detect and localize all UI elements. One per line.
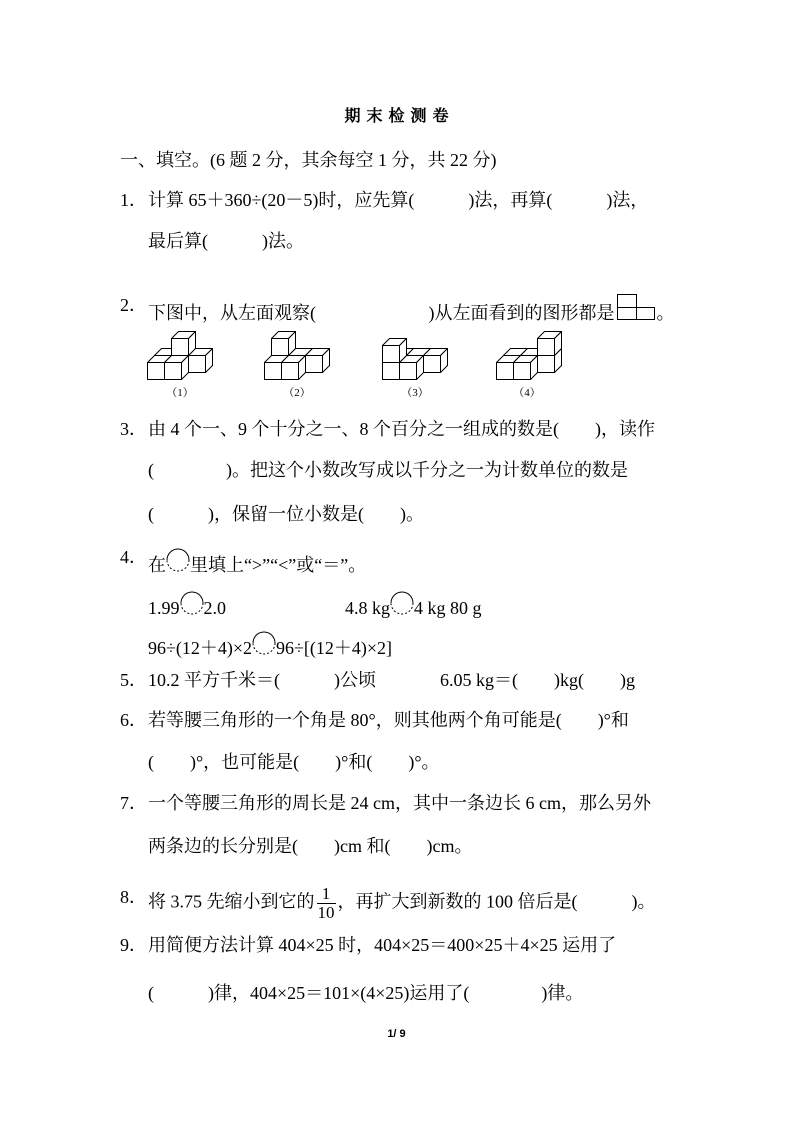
cube-front-face	[189, 356, 206, 373]
cube-figure-4	[494, 325, 566, 383]
compare-circle	[165, 545, 191, 573]
compare-b	[345, 588, 482, 620]
q2-line1	[148, 293, 675, 323]
circle-bottom-arc	[181, 603, 203, 614]
cube-front-face	[272, 339, 289, 356]
cube-front-face	[424, 356, 441, 373]
cube-front-face	[538, 356, 555, 373]
question-number: 6．	[120, 710, 147, 730]
cube-figure-2	[262, 325, 334, 383]
q4-line1-start: 在	[148, 555, 166, 575]
cube	[272, 332, 296, 356]
q4-line2	[148, 588, 482, 618]
q9-line2: ( )律，404×25＝101×(4×25)运用了( )律。	[148, 983, 584, 1003]
cube	[383, 339, 407, 363]
cube-figure-3	[380, 325, 452, 383]
q6-line1: 若等腰三角形的一个角是 80°，则其他两个角可能是( )°和	[148, 710, 629, 730]
circle-bottom-arc	[391, 603, 413, 614]
q7-line2: 两条边的长分别是( )cm 和( )cm。	[148, 836, 473, 856]
cube	[282, 356, 306, 380]
circle-top-arc	[167, 549, 189, 560]
figure-label-3: （3）	[401, 387, 429, 399]
cube-front-face	[514, 363, 531, 380]
section-heading: 一、填空。(6 题 2 分，其余每空 1 分，共 22 分)	[120, 150, 497, 170]
q2-line1-text: 下图中，从左面观察( )从左面看到的图形都是	[148, 303, 615, 323]
q4-line1	[148, 545, 367, 575]
circle-top-arc	[391, 592, 413, 603]
question-number: 7．	[120, 793, 147, 813]
q3-line1: 由 4 个一、9 个十分之一、8 个百分之一组成的数是( )，读作	[148, 419, 655, 439]
compare-b-right: 4 kg 80 g	[414, 598, 482, 618]
fraction-denominator: 10	[317, 903, 335, 922]
square	[617, 308, 636, 320]
q3-line2: ( )。把这个小数改写成以千分之一为计数单位的数是	[148, 460, 628, 480]
fraction	[317, 885, 336, 922]
cube	[306, 349, 330, 373]
compare-c-right: 96÷[(12＋4)×2]	[276, 638, 393, 658]
fraction-numerator: 1	[317, 885, 336, 904]
circle-top-arc	[253, 632, 275, 643]
question-number: 8．	[120, 887, 147, 907]
compare-circle	[389, 588, 415, 616]
q4-line3	[148, 628, 393, 658]
circle-bottom-arc	[253, 643, 275, 654]
q1-line1: 计算 65＋360÷(20－5)时，应先算( )法，再算( )法，	[148, 190, 649, 210]
compare-a-left: 1.99	[148, 598, 180, 618]
compare-b-left: 4.8 kg	[345, 598, 390, 618]
question-number: 9．	[120, 935, 147, 955]
cube-front-face	[265, 363, 282, 380]
compare-a-right: 2.0	[203, 598, 226, 618]
q8-text-before: 将 3.75 先缩小到它的	[148, 891, 315, 912]
cube	[514, 356, 538, 380]
cube-figure-1	[145, 325, 217, 383]
cube-front-face	[165, 363, 182, 380]
cube	[424, 349, 448, 373]
square	[636, 308, 654, 320]
cube-front-face	[538, 339, 555, 356]
figure-label-4: （4）	[513, 387, 541, 399]
cube	[172, 332, 196, 356]
q1-line2: 最后算( )法。	[148, 231, 304, 251]
question-number: 5．	[120, 670, 147, 690]
q4-line1-end: 里填上“>”“<”或“＝”。	[190, 555, 367, 575]
figure-label-2: （2）	[283, 387, 311, 399]
q5-line1	[148, 668, 635, 692]
cube-front-face	[306, 356, 323, 373]
question-number: 2．	[120, 295, 147, 315]
square	[617, 295, 636, 308]
cube	[165, 356, 189, 380]
question-number: 1．	[120, 190, 147, 210]
cube-front-face	[400, 363, 417, 380]
cube-front-face	[497, 363, 514, 380]
question-number: 3．	[120, 419, 147, 439]
left-view-figure	[616, 293, 656, 321]
circle-top-arc	[181, 592, 203, 603]
cube	[538, 332, 562, 356]
circle-bottom-arc	[167, 560, 189, 571]
q8-text-after: ，再扩大到新数的 100 倍后是( )。	[337, 891, 656, 912]
figure-label-1: （1）	[166, 387, 194, 399]
q7-line1: 一个等腰三角形的周长是 24 cm，其中一条边长 6 cm，那么另外	[148, 793, 651, 813]
q6-line2: ( )°，也可能是( )°和( )°。	[148, 752, 440, 772]
cube-front-face	[148, 363, 165, 380]
compare-circle	[251, 628, 277, 656]
q3-line3: ( )，保留一位小数是( )。	[148, 504, 424, 524]
q5-part2: 6.05 kg＝( )kg( )g	[440, 670, 635, 690]
exam-title: 期末检测卷	[344, 108, 455, 125]
q2-line1-end: 。	[656, 303, 675, 323]
question-number: 4．	[120, 547, 147, 567]
compare-circle	[179, 588, 205, 616]
cube-front-face	[172, 339, 189, 356]
q8-line1	[148, 884, 656, 922]
q5-part1: 10.2 平方千米＝( )公顷	[148, 670, 376, 690]
cube-front-face	[282, 363, 299, 380]
page-number: 1/ 9	[387, 1028, 406, 1040]
cube-front-face	[383, 363, 400, 380]
q9-line1: 用简便方法计算 404×25 时，404×25＝400×25＋4×25 运用了	[148, 935, 617, 955]
compare-c-left: 96÷(12＋4)×2	[148, 638, 253, 658]
cube-front-face	[383, 346, 400, 363]
